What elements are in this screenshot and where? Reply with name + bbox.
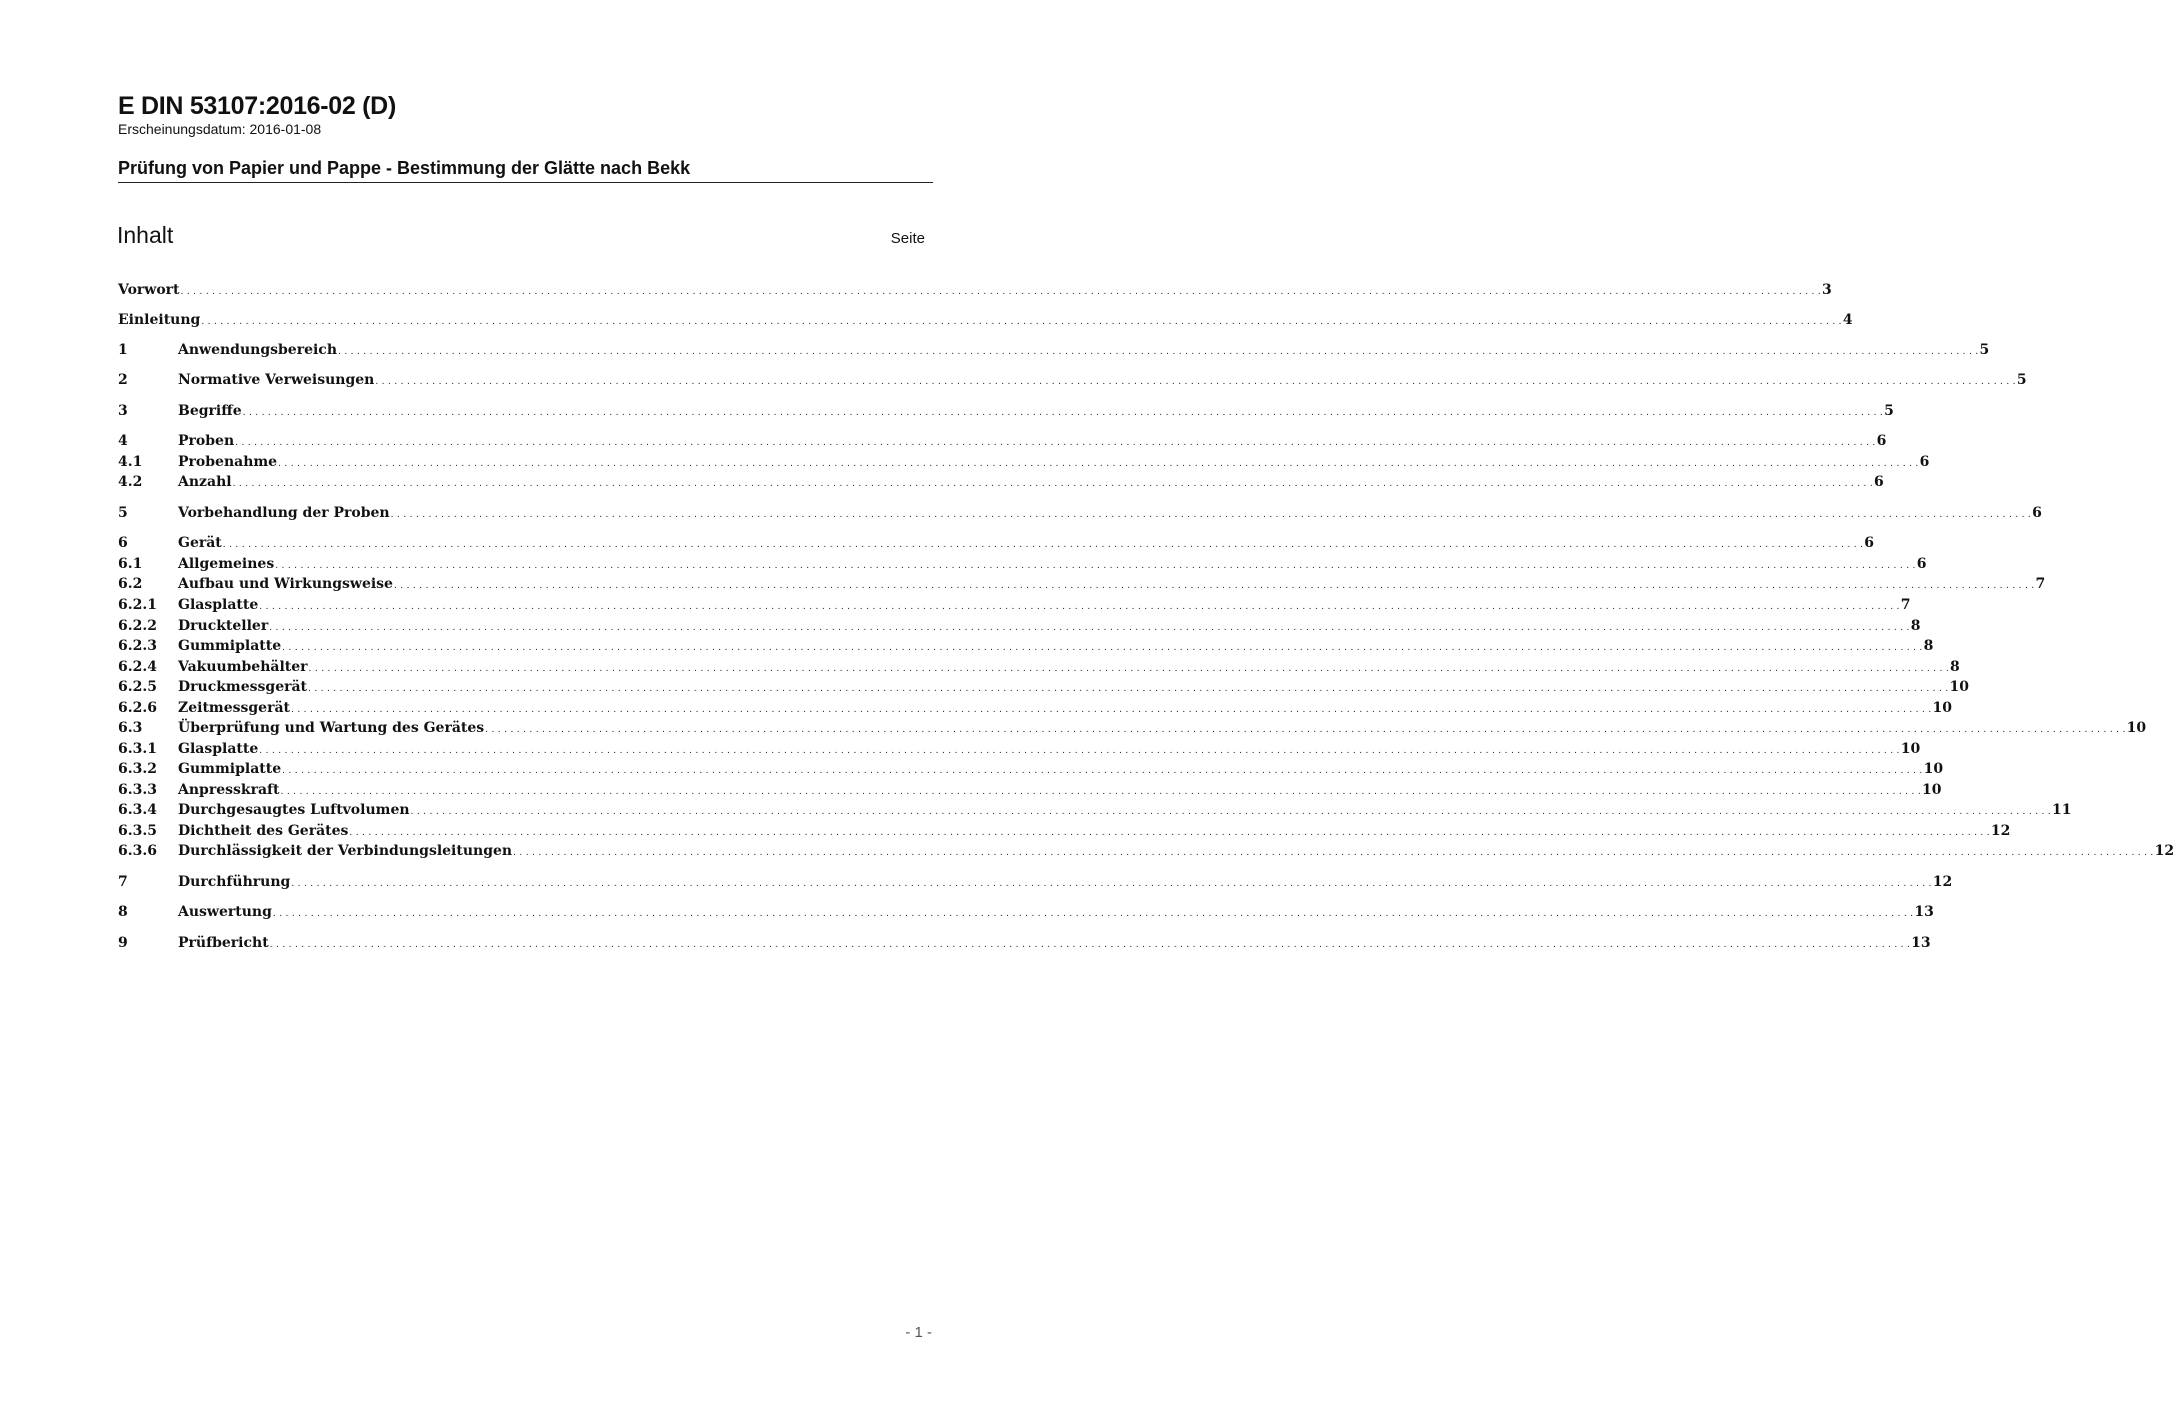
toc-entry-number: 6.2 (118, 576, 143, 592)
toc-entry-number: 4.2 (118, 474, 143, 490)
toc-entry[interactable] (118, 431, 1887, 451)
toc-entry[interactable] (118, 636, 1934, 656)
toc-entry-page: 10 (1922, 782, 1942, 798)
toc-entry[interactable] (118, 841, 2174, 861)
toc-entry-title: Durchlässigkeit der Verbindungsleitungen (178, 843, 513, 859)
toc-entry-number: 6.2.2 (118, 618, 157, 634)
toc-leader-dots: . . . . . . . . . . . . . . . . . . . . . . . . . . . . . . . . . . . . . . . . . . . . . . . . . . . . . . . . . . . . . . . . . . . . . . . . . . . . . . . . . . . . . . . . . . . . . . . . . . . . . . . . . . . . . . . . . . . . . . . . . . . . . . . . . . . . . . . . . . . . . . . . . . . . . . . . . . . . . . . . . . . . . . . . . . . . . . . . . . . . . . . . . . . . . . . . . . . . . . . . . . . . . . . . . . . . . . . . . . . . . . . . . . . . . . . . . . . . . . . . . . . . . . . . . . . . . . . . . . . . (222, 540, 1864, 550)
toc-entry[interactable] (118, 310, 1853, 330)
toc-entry-title: Prüfbericht (178, 935, 269, 951)
toc-entry-number: 6.3.2 (118, 761, 157, 777)
toc-entry[interactable] (118, 401, 1894, 421)
toc-leader-dots: . . . . . . . . . . . . . . . . . . . . . . . . . . . . . . . . . . . . . . . . . . . . . . . . . . . . . . . . . . . . . . . . . . . . . . . . . . . . . . . . . . . . . . . . . . . . . . . . . . . . . . . . . . . . . . . . . . . . . . . . . . . . . . . . . . . . . . . . . . . . . . . . . . . . . . . . . . . . . . . . . . . . . . . . . . . . . . . . . . . . . . . . . . . . . . . . . . . . . . . . . . . . . . . . . . . . . . . . . . . . . . . . . . . . . . . . . . . . . . . . . . . . . . . . . . . . . . . . . . . . (269, 623, 1910, 633)
toc-entry-page: 12 (1932, 874, 1953, 890)
toc-entry-page: 10 (1949, 679, 1969, 695)
toc-entry-number: 4 (118, 433, 128, 449)
toc-entry[interactable] (118, 718, 2147, 738)
toc-entry-number: 6.2.1 (118, 597, 157, 613)
toc-entry[interactable] (118, 280, 1832, 300)
toc-entry-number: 4.1 (118, 454, 143, 470)
toc-entry-page: 6 (1919, 454, 1930, 470)
toc-entry-title: Druckteller (178, 618, 269, 634)
toc-leader-dots: . . . . . . . . . . . . . . . . . . . . . . . . . . . . . . . . . . . . . . . . . . . . . . . . . . . . . . . . . . . . . . . . . . . . . . . . . . . . . . . . . . . . . . . . . . . . . . . . . . . . . . . . . . . . . . . . . . . . . . . . . . . . . . . . . . . . . . . . . . . . . . . . . . . . . . . . . . . . . . . . . . . . . . . . . . . . . . . . . . . . . . . . . . . . . . . . . . . . . . . . . . . . . . . . . . . . . . . . . . . . . . . . . . . . . . . . . . . . . . . . . . . . . . . . . . . . . . . . . . . . (235, 438, 1876, 448)
toc-entry-number: 7 (118, 874, 128, 890)
toc-entry-page: 7 (1900, 597, 1911, 613)
toc-entry-page: 11 (2052, 802, 2072, 818)
toc-entry-title: Aufbau und Wirkungsweise (178, 576, 393, 592)
toc-leader-dots: . . . . . . . . . . . . . . . . . . . . . . . . . . . . . . . . . . . . . . . . . . . . . . . . . . . . . . . . . . . . . . . . . . . . . . . . . . . . . . . . . . . . . . . . . . . . . . . . . . . . . . . . . . . . . . . . . . . . . . . . . . . . . . . . . . . . . . . . . . . . . . . . . . . . . . . . . . . . . . . . . . . . . . . . . . . . . . . . . . . . . . . . . . . . . . . . . . . . . . . . . . . . . . . . . . . . . . . . . . . . . . . . . . . . . . . . . . . . . . . . . . . . . . . . . . . . . . . . . . . . (259, 746, 1900, 756)
toc-entry-page: 12 (1990, 823, 2011, 839)
toc-entry-page: 6 (1876, 433, 1887, 449)
toc-entry-title: Vorbehandlung der Proben (178, 505, 390, 521)
toc-leader-dots: . . . . . . . . . . . . . . . . . . . . . . . . . . . . . . . . . . . . . . . . . . . . . . . . . . . . . . . . . . . . . . . . . . . . . . . . . . . . . . . . . . . . . . . . . . . . . . . . . . . . . . . . . . . . . . . . . . . . . . . . . . . . . . . . . . . . . . . . . . . . . . . . . . . . . . . . . . . . . . . . . . . . . . . . . . . . . . . . . . . . . . . . . . . . . . . . . . . . . . . . . . . . . . . . . . . . . . . . . . . . . . . . . . . . . . . . . . . . . . . . . . . . . . . . . . . . . . . . . . . . (269, 940, 1911, 950)
toc-entry-page: 7 (2035, 576, 2046, 592)
toc-leader-dots: . . . . . . . . . . . . . . . . . . . . . . . . . . . . . . . . . . . . . . . . . . . . . . . . . . . . . . . . . . . . . . . . . . . . . . . . . . . . . . . . . . . . . . . . . . . . . . . . . . . . . . . . . . . . . . . . . . . . . . . . . . . . . . . . . . . . . . . . . . . . . . . . . . . . . . . . . . . . . . . . . . . . . . . . . . . . . . . . . . . . . . . . . . . . . . . . . . . . . . . . . . . . . . . . . . . . . . . . . . . . . . . . . . . . . . . . . . . . . . . . . . . . . . . . . . . . . . . . . . . . (291, 705, 1932, 715)
toc-entry-number: 6.3 (118, 720, 143, 736)
toc-leader-dots: . . . . . . . . . . . . . . . . . . . . . . . . . . . . . . . . . . . . . . . . . . . . . . . . . . . . . . . . . . . . . . . . . . . . . . . . . . . . . . . . . . . . . . . . . . . . . . . . . . . . . . . . . . . . . . . . . . . . . . . . . . . . . . . . . . . . . . . . . . . . . . . . . . . . . . . . . . . . . . . . . . . . . . . . . . . . . . . . . . . . . . . . . . . . . . . . . . . . . . . . . . . . . . . . . . . . . . . . . . . . . . . . . . . . . . . . . . . . . . . . . . . . . . . . . . . . . . . . . . . . (338, 347, 1979, 357)
toc-entry-number: 6.2.6 (118, 700, 157, 716)
toc-entry-page: 13 (1911, 935, 1931, 951)
toc-entry-title: Anzahl (178, 474, 232, 490)
toc-entry-title: Gerät (178, 535, 222, 551)
toc-leader-dots: . . . . . . . . . . . . . . . . . . . . . . . . . . . . . . . . . . . . . . . . . . . . . . . . . . . . . . . . . . . . . . . . . . . . . . . . . . . . . . . . . . . . . . . . . . . . . . . . . . . . . . . . . . . . . . . . . . . . . . . . . . . . . . . . . . . . . . . . . . . . . . . . . . . . . . . . . . . . . . . . . . . . . . . . . . . . . . . . . . . . . . . . . . . . . . . . . . . . . . . . . . . . . . . . . . . . . . . . . . . . . . . . . . . . . . . . . . . . . . . . . . . . . . . . . . . . . . . . . . . . (375, 377, 2016, 387)
toc-entry-number: 3 (118, 403, 128, 419)
toc-entry-page: 10 (1900, 741, 1921, 757)
page-number: - 1 - (905, 1324, 932, 1341)
toc-entry-number: 6.3.1 (118, 741, 157, 757)
toc-leader-dots: . . . . . . . . . . . . . . . . . . . . . . . . . . . . . . . . . . . . . . . . . . . . . . . . . . . . . . . . . . . . . . . . . . . . . . . . . . . . . . . . . . . . . . . . . . . . . . . . . . . . . . . . . . . . . . . . . . . . . . . . . . . . . . . . . . . . . . . . . . . . . . . . . . . . . . . . . . . . . . . . . . . . . . . . . . . . . . . . . . . . . . . . . . . . . . . . . . . . . . . . . . . . . . . . . . . . . . . . . . . . . . . . . . . . . . . . . . . . . . . . . . . . . . . . . . . . . . . . . . . . (390, 510, 2032, 520)
toc-entry-page: 8 (1950, 659, 1960, 675)
toc-entry-title: Einleitung (118, 312, 201, 328)
toc-entry[interactable] (118, 872, 1953, 892)
toc-entry[interactable] (118, 595, 1911, 615)
toc-entry-number: 5 (118, 505, 128, 521)
toc-entry[interactable] (118, 780, 1942, 800)
toc-entry-page: 12 (2154, 843, 2174, 859)
document-title: Prüfung von Papier und Pappe - Bestimmung der Glätte nach Bekk (118, 158, 691, 178)
toc-entry-page: 4 (1842, 312, 1853, 328)
toc-entry-page: 5 (1979, 342, 1990, 358)
toc-entry-number: 9 (118, 935, 128, 951)
toc-entry-number: 1 (118, 342, 128, 358)
toc-entry-title: Normative Verweisungen (178, 372, 375, 388)
toc-entry-title: Gummiplatte (178, 761, 282, 777)
toc-entry-page: 6 (1864, 535, 1875, 551)
toc-entry-title: Anwendungsbereich (178, 342, 337, 358)
toc-leader-dots: . . . . . . . . . . . . . . . . . . . . . . . . . . . . . . . . . . . . . . . . . . . . . . . . . . . . . . . . . . . . . . . . . . . . . . . . . . . . . . . . . . . . . . . . . . . . . . . . . . . . . . . . . . . . . . . . . . . . . . . . . . . . . . . . . . . . . . . . . . . . . . . . . . . . . . . . . . . . . . . . . . . . . . . . . . . . . . . . . . . . . . . . . . . . . . . . . . . . . . . . . . . . . . . . . . . . . . . . . . . . . . . . . . . . . . . . . . . . . . . . . . . . . . . . . . . . . . . . . . . . (259, 602, 1900, 612)
toc-entry-title: Durchführung (178, 874, 291, 890)
toc-entry[interactable] (118, 452, 1930, 472)
toc-leader-dots: . . . . . . . . . . . . . . . . . . . . . . . . . . . . . . . . . . . . . . . . . . . . . . . . . . . . . . . . . . . . . . . . . . . . . . . . . . . . . . . . . . . . . . . . . . . . . . . . . . . . . . . . . . . . . . . . . . . . . . . . . . . . . . . . . . . . . . . . . . . . . . . . . . . . . . . . . . . . . . . . . . . . . . . . . . . . . . . . . . . . . . . . . . . . . . . . . . . . . . . . . . . . . . . . . . . . . . . . . . . . . . . . . . . . . . . . . . . . . . . . . . . . . . . . . . . . . . . . . . . . (280, 787, 1921, 797)
toc-entry-number: 6.3.3 (118, 782, 157, 798)
toc-entry[interactable] (118, 739, 1921, 759)
toc-leader-dots: . . . . . . . . . . . . . . . . . . . . . . . . . . . . . . . . . . . . . . . . . . . . . . . . . . . . . . . . . . . . . . . . . . . . . . . . . . . . . . . . . . . . . . . . . . . . . . . . . . . . . . . . . . . . . . . . . . . . . . . . . . . . . . . . . . . . . . . . . . . . . . . . . . . . . . . . . . . . . . . . . . . . . . . . . . . . . . . . . . . . . . . . . . . . . . . . . . . . . . . . . . . . . . . . . . . . . . . . . . . . . . . . . . . . . . . . . . . . . . . . . . . . . . . . . . . . . . . . . . . . (180, 287, 1822, 297)
toc-entry[interactable] (118, 370, 2027, 390)
doc-id: E DIN 53107:2016-02 (D) (118, 92, 396, 120)
toc-entry-number: 6.1 (118, 556, 143, 572)
publication-date: Erscheinungsdatum: 2016-01-08 (118, 121, 322, 137)
toc-entry-number: 6.3.6 (118, 843, 157, 859)
toc-entry[interactable] (118, 821, 2011, 841)
toc-entry[interactable] (118, 902, 1934, 922)
toc-entry-page: 3 (1822, 282, 1832, 298)
toc-entry-page: 8 (1923, 638, 1934, 654)
toc-heading: Inhalt (117, 222, 174, 248)
toc-entry-title: Zeitmessgerät (178, 700, 291, 716)
toc-entry[interactable] (118, 657, 1960, 677)
toc-leader-dots: . . . . . . . . . . . . . . . . . . . . . . . . . . . . . . . . . . . . . . . . . . . . . . . . . . . . . . . . . . . . . . . . . . . . . . . . . . . . . . . . . . . . . . . . . . . . . . . . . . . . . . . . . . . . . . . . . . . . . . . . . . . . . . . . . . . . . . . . . . . . . . . . . . . . . . . . . . . . . . . . . . . . . . . . . . . . . . . . . . . . . . . . . . . . . . . . . . . . . . . . . . . . . . . . . . . . . . . . . . . . . . . . . . . . . . . . . . . . . . . . . . . . . . . . . . . . . . . . . . . . (272, 909, 1914, 919)
toc-entry-title: Proben (178, 433, 235, 449)
toc-entry[interactable] (118, 616, 1921, 636)
toc-leader-dots: . . . . . . . . . . . . . . . . . . . . . . . . . . . . . . . . . . . . . . . . . . . . . . . . . . . . . . . . . . . . . . . . . . . . . . . . . . . . . . . . . . . . . . . . . . . . . . . . . . . . . . . . . . . . . . . . . . . . . . . . . . . . . . . . . . . . . . . . . . . . . . . . . . . . . . . . . . . . . . . . . . . . . . . . . . . . . . . . . . . . . . . . . . . . . . . . . . . . . . . . . . . . . . . . . . . . . . . . . . . . . . . . . . . . . . . . . . . . . . . . . . . . . . . . . . . . . . . . . . . . (308, 684, 1949, 694)
toc-leader-dots: . . . . . . . . . . . . . . . . . . . . . . . . . . . . . . . . . . . . . . . . . . . . . . . . . . . . . . . . . . . . . . . . . . . . . . . . . . . . . . . . . . . . . . . . . . . . . . . . . . . . . . . . . . . . . . . . . . . . . . . . . . . . . . . . . . . . . . . . . . . . . . . . . . . . . . . . . . . . . . . . . . . . . . . . . . . . . . . . . . . . . . . . . . . . . . . . . . . . . . . . . . . . . . . . . . . . . . . . . . . . . . . . . . . . . . . . . . . . . . . . . . . . . . . . . . . . . . . . . . . . (393, 581, 2035, 591)
toc-entry-title: Durchgesaugtes Luftvolumen (178, 802, 410, 818)
toc-leader-dots: . . . . . . . . . . . . . . . . . . . . . . . . . . . . . . . . . . . . . . . . . . . . . . . . . . . . . . . . . . . . . . . . . . . . . . . . . . . . . . . . . . . . . . . . . . . . . . . . . . . . . . . . . . . . . . . . . . . . . . . . . . . . . . . . . . . . . . . . . . . . . . . . . . . . . . . . . . . . . . . . . . . . . . . . . . . . . . . . . . . . . . . . . . . . . . . . . . . . . . . . . . . . . . . . . . . . . . . . . . . . . . . . . . . . . . . . . . . . . . . . . . . . . . . . . . . . . . . . . . . . (275, 561, 1916, 571)
toc-entry-title: Anpresskraft (178, 782, 280, 798)
toc-entry-number: 6.2.3 (118, 638, 157, 654)
toc-leader-dots: . . . . . . . . . . . . . . . . . . . . . . . . . . . . . . . . . . . . . . . . . . . . . . . . . . . . . . . . . . . . . . . . . . . . . . . . . . . . . . . . . . . . . . . . . . . . . . . . . . . . . . . . . . . . . . . . . . . . . . . . . . . . . . . . . . . . . . . . . . . . . . . . . . . . . . . . . . . . . . . . . . . . . . . . . . . . . . . . . . . . . . . . . . . . . . . . . . . . . . . . . . . . . . . . . . . . . . . . . . . . . . . . . . . . . . . . . . . . . . . . . . . . . . . . . . . . . . . . . . . . (410, 807, 2052, 817)
toc-entry-number: 6.3.4 (118, 802, 157, 818)
toc-entry-page: 5 (1884, 403, 1894, 419)
toc-entry[interactable] (118, 933, 1931, 953)
toc-entry[interactable] (118, 503, 2042, 523)
toc-entry-title: Allgemeines (178, 556, 275, 572)
toc-entry-page: 6 (1874, 474, 1884, 490)
toc-entry-title: Glasplatte (178, 597, 259, 613)
toc-leader-dots: . . . . . . . . . . . . . . . . . . . . . . . . . . . . . . . . . . . . . . . . . . . . . . . . . . . . . . . . . . . . . . . . . . . . . . . . . . . . . . . . . . . . . . . . . . . . . . . . . . . . . . . . . . . . . . . . . . . . . . . . . . . . . . . . . . . . . . . . . . . . . . . . . . . . . . . . . . . . . . . . . . . . . . . . . . . . . . . . . . . . . . . . . . . . . . . . . . . . . . . . . . . . . . . . . . . . . . . . . . . . . . . . . . . . . . . . . . . . . . . . . . . . . . . . . . . . . . . . . . . . (278, 459, 1919, 469)
toc-entry-title: Überprüfung und Wartung des Gerätes (178, 720, 485, 736)
toc-entry-page: 5 (2016, 372, 2027, 388)
toc-entry-number: 6.3.5 (118, 823, 157, 839)
toc-entry-title: Auswertung (178, 904, 272, 920)
toc-entry-title: Begriffe (178, 403, 242, 419)
toc-entry[interactable] (118, 574, 2046, 594)
toc-leader-dots: . . . . . . . . . . . . . . . . . . . . . . . . . . . . . . . . . . . . . . . . . . . . . . . . . . . . . . . . . . . . . . . . . . . . . . . . . . . . . . . . . . . . . . . . . . . . . . . . . . . . . . . . . . . . . . . . . . . . . . . . . . . . . . . . . . . . . . . . . . . . . . . . . . . . . . . . . . . . . . . . . . . . . . . . . . . . . . . . . . . . . . . . . . . . . . . . . . . . . . . . . . . . . . . . . . . . . . . . . . . . . . . . . . . . . . . . . . . . . . . . . . . . . . . . . . . . . . . . . . . . (349, 828, 1990, 838)
toc-entry-number: 6.2.5 (118, 679, 157, 695)
toc-leader-dots: . . . . . . . . . . . . . . . . . . . . . . . . . . . . . . . . . . . . . . . . . . . . . . . . . . . . . . . . . . . . . . . . . . . . . . . . . . . . . . . . . . . . . . . . . . . . . . . . . . . . . . . . . . . . . . . . . . . . . . . . . . . . . . . . . . . . . . . . . . . . . . . . . . . . . . . . . . . . . . . . . . . . . . . . . . . . . . . . . . . . . . . . . . . . . . . . . . . . . . . . . . . . . . . . . . . . . . . . . . . . . . . . . . . . . . . . . . . . . . . . . . . . . . . . . . . . . . . . . . . . (201, 317, 1842, 327)
toc-entry-title: Glasplatte (178, 741, 259, 757)
toc-entry-number: 6 (118, 535, 128, 551)
toc-entry-number: 8 (118, 904, 128, 920)
toc-entry[interactable] (118, 472, 1884, 492)
toc-entry-title: Probenahme (178, 454, 278, 470)
toc-leader-dots: . . . . . . . . . . . . . . . . . . . . . . . . . . . . . . . . . . . . . . . . . . . . . . . . . . . . . . . . . . . . . . . . . . . . . . . . . . . . . . . . . . . . . . . . . . . . . . . . . . . . . . . . . . . . . . . . . . . . . . . . . . . . . . . . . . . . . . . . . . . . . . . . . . . . . . . . . . . . . . . . . . . . . . . . . . . . . . . . . . . . . . . . . . . . . . . . . . . . . . . . . . . . . . . . . . . . . . . . . . . . . . . . . . . . . . . . . . . . . . . . . . . . . . . . . . . . . . . . . . . . (242, 408, 1884, 418)
toc-entry-title: Gummiplatte (178, 638, 282, 654)
toc-entry-page: 10 (1932, 700, 1952, 716)
toc-leader-dots: . . . . . . . . . . . . . . . . . . . . . . . . . . . . . . . . . . . . . . . . . . . . . . . . . . . . . . . . . . . . . . . . . . . . . . . . . . . . . . . . . . . . . . . . . . . . . . . . . . . . . . . . . . . . . . . . . . . . . . . . . . . . . . . . . . . . . . . . . . . . . . . . . . . . . . . . . . . . . . . . . . . . . . . . . . . . . . . . . . . . . . . . . . . . . . . . . . . . . . . . . . . . . . . . . . . . . . . . . . . . . . . . . . . . . . . . . . . . . . . . . . . . . . . . . . . . . . . . . . . . (282, 643, 1923, 653)
toc-entry-title: Vakuumbehälter (178, 659, 308, 675)
toc-leader-dots: . . . . . . . . . . . . . . . . . . . . . . . . . . . . . . . . . . . . . . . . . . . . . . . . . . . . . . . . . . . . . . . . . . . . . . . . . . . . . . . . . . . . . . . . . . . . . . . . . . . . . . . . . . . . . . . . . . . . . . . . . . . . . . . . . . . . . . . . . . . . . . . . . . . . . . . . . . . . . . . . . . . . . . . . . . . . . . . . . . . . . . . . . . . . . . . . . . . . . . . . . . . . . . . . . . . . . . . . . . . . . . . . . . . . . . . . . . . . . . . . . . . . . . . . . . . . . . . . . . . . (232, 479, 1874, 489)
toc-entry-page: 6 (1916, 556, 1927, 572)
toc-entry[interactable] (118, 759, 1944, 779)
page-column-label: Seite (890, 230, 925, 247)
toc-leader-dots: . . . . . . . . . . . . . . . . . . . . . . . . . . . . . . . . . . . . . . . . . . . . . . . . . . . . . . . . . . . . . . . . . . . . . . . . . . . . . . . . . . . . . . . . . . . . . . . . . . . . . . . . . . . . . . . . . . . . . . . . . . . . . . . . . . . . . . . . . . . . . . . . . . . . . . . . . . . . . . . . . . . . . . . . . . . . . . . . . . . . . . . . . . . . . . . . . . . . . . . . . . . . . . . . . . . . . . . . . . . . . . . . . . . . . . . . . . . . . . . . . . . . . . . . . . . . . . . . . . . . (513, 848, 2154, 858)
toc-entry-page: 13 (1914, 904, 1934, 920)
toc-leader-dots: . . . . . . . . . . . . . . . . . . . . . . . . . . . . . . . . . . . . . . . . . . . . . . . . . . . . . . . . . . . . . . . . . . . . . . . . . . . . . . . . . . . . . . . . . . . . . . . . . . . . . . . . . . . . . . . . . . . . . . . . . . . . . . . . . . . . . . . . . . . . . . . . . . . . . . . . . . . . . . . . . . . . . . . . . . . . . . . . . . . . . . . . . . . . . . . . . . . . . . . . . . . . . . . . . . . . . . . . . . . . . . . . . . . . . . . . . . . . . . . . . . . . . . . . . . . . . . . . . . . . (485, 725, 2126, 735)
toc-entry-page: 6 (2032, 505, 2042, 521)
toc-entry[interactable] (118, 340, 1990, 360)
toc-entry-title: Vorwort (118, 282, 180, 298)
toc-entry[interactable] (118, 533, 1875, 553)
toc-entry-title: Druckmessgerät (178, 679, 308, 695)
toc-entry[interactable] (118, 554, 1927, 574)
title-rule (118, 182, 933, 183)
toc-entry[interactable] (118, 698, 1952, 718)
toc-entry-number: 2 (118, 372, 128, 388)
toc-entry-number: 6.2.4 (118, 659, 157, 675)
toc-entry-page: 8 (1910, 618, 1921, 634)
toc-entry-title: Dichtheit des Gerätes (178, 823, 349, 839)
toc-entry[interactable] (118, 677, 1969, 697)
toc-leader-dots: . . . . . . . . . . . . . . . . . . . . . . . . . . . . . . . . . . . . . . . . . . . . . . . . . . . . . . . . . . . . . . . . . . . . . . . . . . . . . . . . . . . . . . . . . . . . . . . . . . . . . . . . . . . . . . . . . . . . . . . . . . . . . . . . . . . . . . . . . . . . . . . . . . . . . . . . . . . . . . . . . . . . . . . . . . . . . . . . . . . . . . . . . . . . . . . . . . . . . . . . . . . . . . . . . . . . . . . . . . . . . . . . . . . . . . . . . . . . . . . . . . . . . . . . . . . . . . . . . . . . (291, 879, 1932, 889)
toc-entry-page: 10 (1923, 761, 1944, 777)
toc-leader-dots: . . . . . . . . . . . . . . . . . . . . . . . . . . . . . . . . . . . . . . . . . . . . . . . . . . . . . . . . . . . . . . . . . . . . . . . . . . . . . . . . . . . . . . . . . . . . . . . . . . . . . . . . . . . . . . . . . . . . . . . . . . . . . . . . . . . . . . . . . . . . . . . . . . . . . . . . . . . . . . . . . . . . . . . . . . . . . . . . . . . . . . . . . . . . . . . . . . . . . . . . . . . . . . . . . . . . . . . . . . . . . . . . . . . . . . . . . . . . . . . . . . . . . . . . . . . . . . . . . . . . (308, 664, 1950, 674)
toc-leader-dots: . . . . . . . . . . . . . . . . . . . . . . . . . . . . . . . . . . . . . . . . . . . . . . . . . . . . . . . . . . . . . . . . . . . . . . . . . . . . . . . . . . . . . . . . . . . . . . . . . . . . . . . . . . . . . . . . . . . . . . . . . . . . . . . . . . . . . . . . . . . . . . . . . . . . . . . . . . . . . . . . . . . . . . . . . . . . . . . . . . . . . . . . . . . . . . . . . . . . . . . . . . . . . . . . . . . . . . . . . . . . . . . . . . . . . . . . . . . . . . . . . . . . . . . . . . . . . . . . . . . . (282, 766, 1923, 776)
toc-entry-page: 10 (2126, 720, 2147, 736)
toc-entry[interactable] (118, 800, 2072, 820)
